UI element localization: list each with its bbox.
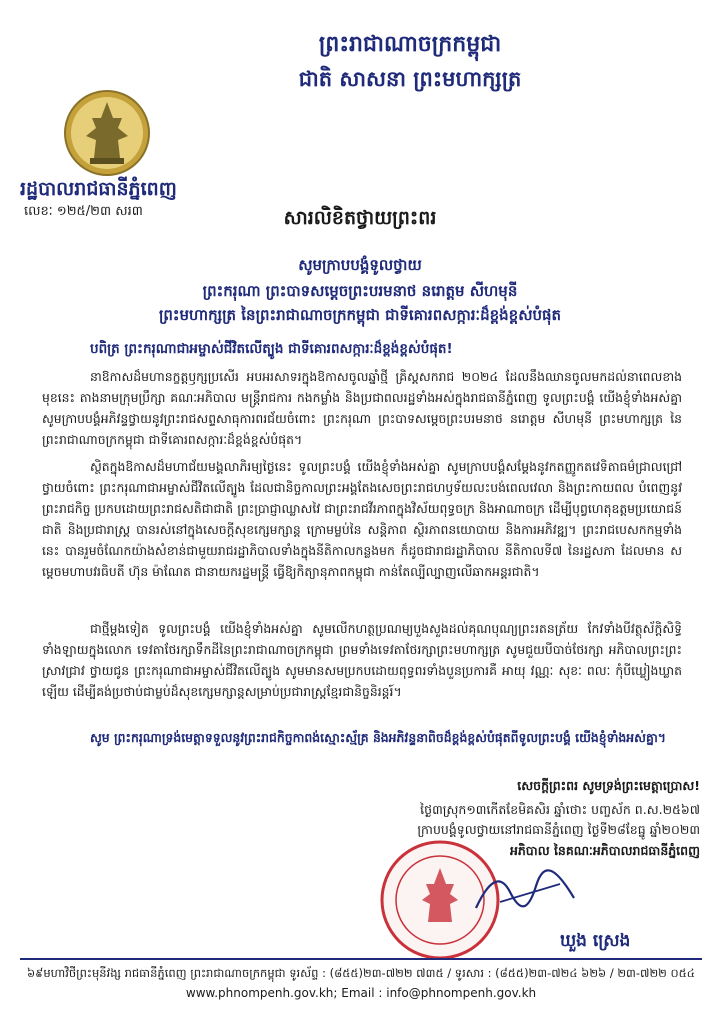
footer-divider: [20, 958, 702, 960]
letter-type-title: សារលិខិតថ្វាយព្រះពរ: [283, 207, 437, 229]
recipient-intro: សូមក្រាបបង្គំទូលថ្វាយ: [298, 256, 422, 274]
closing-line: សេចក្តីព្រះពរ សូមទ្រង់ព្រះមេត្តាប្រោស!: [517, 778, 700, 793]
body-paragraph-3: ជាថ្មីម្តងទៀត ទូលព្រះបង្គំ យើងខ្ញុំទាំងអស់គ្នា សូមលើកហត្ថប្រណម្យបួងសួងដល់គុណបុណ្យព្រះរតនត្រ័យ កែវទាំងបីវត្ថុស័ក្តិសិទ្ធិទាំងឡាយក្នុងលោក ទេវតាថែរក្សាទឹកដីនៃព្រះរាជាណាចក្រកម្ពុជា ព្រមទាំងទេវតាថែរក្សាព្រះមហាក្សត្រ សូមជួយបីបាច់ថែរក្សា អភិបាលព្រះព្រះស្រាវជ្រាវ ថ្វាយជូន ព្រះករុណាជាអម្ចាស់ជីវិតលើត្បូង សូមមានសមប្រកបដោយពុទ្ធពរទាំងបួនប្រការគឺ អាយុ វណ្ណៈ សុខៈ ពលៈ កុំបីឃ្លៀងឃ្លាតឡើយ ដើម្បីគង់ប្រថាប់ជាម្លប់ដ៏សុខក្សេមក្សាន្តសម្រាប់ប្រជារាស្ត្រខ្មែរជានិច្ចនិរន្តរ៍។: [42, 621, 682, 699]
issuing-authority: រដ្ឋបាលរាជធានីភ្នំពេញ: [20, 178, 177, 200]
reference-number: លេខៈ ១២៥/២៣ សរ៣: [24, 204, 143, 219]
royal-emblem-icon: [62, 88, 152, 178]
footer-contact-link[interactable]: www.phnompenh.gov.kh; Email : info@phnompenh.gov.kh: [185, 986, 537, 1000]
recipient-title: ព្រះមហាក្សត្រ នៃព្រះរាជាណាចក្រកម្ពុជា ជាទីគោរពសក្ការៈដ៏ខ្ពង់ខ្ពស់បំផុត: [158, 306, 562, 324]
recipient-name: ព្រះករុណា ព្រះបាទសម្តេចព្រះបរមនាថ នរោត្តម សីហមុនី: [202, 282, 518, 300]
body-paragraph-4: សូម ព្រះករុណាទ្រង់មេត្តាទទួលនូវព្រះរាជកិច្ចកាពង់ស្មោះស្ម័គ្រ និងអភិវន្ទនាពិចដ៏ខ្ពង់ខ្ពស់បំផុតពីទូលព្រះបង្គំ យើងខ្ញុំទាំងអស់គ្នា។: [90, 730, 666, 745]
signer-title: អភិបាល នៃគណៈអភិបាលរាជធានីភ្នំពេញ: [509, 843, 700, 858]
body-paragraph-2: ស្ថិតក្នុងឱកាសដ៏មហាជ័យមង្គលាភិរម្យថ្ងៃនេះ ទូលព្រះបង្គំ យើងខ្ញុំទាំងអស់គ្នា សូមក្រាបបង្គំសម្តែងនូវកតញ្ញូកតវេទិតាធម៌ជ្រាលជ្រៅ ថ្វាយចំពោះ ព្រះករុណាជាអម្ចាស់ជីវិតលើត្បូង ដែលជានិច្ចកាលព្រះអង្គតែងសេចព្រះរាជហឫទ័យលះបង់ពេលវេលា និងព្រះកាយពល បំពេញនូវព្រះរាជកិច្ច ប្រកបដោយព្រះរាជសតិជាជាតិ ព្រះប្រាជ្ញាឈ្លាសវៃ ជាព្រះរាជវីរភាពក្នុងវិស័យពុទ្ធចក្រ និងអាណាចក្រ ដើម្បីបុព្វហេតុឧត្តមប្រយោជន៍ជាតិ និងប្រជារាស្ត្រ បានរស់នៅក្នុងសេចក្តីសុខក្សេមក្សាន្ត ក្រោមម្លប់នៃ សន្តិភាព ស្ថិរភាពនយោបាយ និងការអភិវឌ្ឍ។ ព្រះរាជបេសកកម្មទាំងនេះ បានរួមចំណែកយ៉ាងសំខាន់ជាមួយរាជរដ្ឋាភិបាលទាំងក្នុងនីតិកាលកន្លងមក ក៏ដូចជារាជរដ្ឋាភិបាល នីតិកាលទី៧ នៃរដ្ឋសភា ដែលមាន សម្តេចមហាបវរធិបតី ហ៊ុន ម៉ាណែត ជានាយករដ្ឋមន្ត្រី ធ្វើឱ្យកិត្យានុភាពកម្ពុជា កាន់តែល្បីល្បាញលើឆាកអន្តរជាតិ។: [42, 459, 682, 579]
national-motto: ជាតិ សាសនា ព្រះមហាក្សត្រ: [298, 67, 522, 91]
signature-icon: [470, 862, 580, 922]
kingdom-title: ព្រះរាជាណាចក្រកម្ពុជា: [318, 32, 502, 57]
lunar-date: ថ្ងៃ៣ស្រុក១៣កើតខែមិគសិរ ឆ្នាំថោះ បញ្ចស័ក ព.ស.២៥៦៧: [420, 802, 700, 817]
signer-name: ឃួង ស្រេង: [560, 931, 631, 951]
footer-address: ៦៩មហាវិថីព្រះមុនីវង្ស រាជធានីភ្នំពេញ ព្រះរាជាណាចក្រកម្ពុជា ទូរស័ព្ទ : (៨៥៥)២៣-៧២២ ៧៣៥ / ទូរសារ : (៨៥៥)២៣-៧២៤ ៦២៦ / ២៣-៧២២ ០៥៤: [27, 966, 695, 980]
solar-date: ក្រាបបង្គំទូលថ្វាយនៅរាជធានីភ្នំពេញ ថ្ងៃទី២៨ខែធ្នូ ឆ្នាំ២០២៣: [417, 822, 700, 837]
salutation: បពិត្រ ព្រះករុណាជាអម្ចាស់ជីវិតលើត្បូង ជាទីគោរពសក្ការៈដ៏ខ្ពង់ខ្ពស់បំផុត!: [90, 341, 453, 357]
body-paragraph-1: នាឱកាសដ៏មហានក្ខត្តឫក្សប្រសើរ អបអរសាទរក្នុងឱកាសចូលឆ្នាំថ្មី គ្រិស្តសករាជ ២០២៤ ដែលនឹងឈានចូលមកដល់នាពេលខាងមុខនេះ តាងនាមក្រុមប្រឹក្សា គណៈអភិបាល មន្ត្រីរាជការ កងកម្លាំង និងប្រជាពលរដ្ឋទាំងអស់ក្នុងរាជធានីភ្នំពេញ ទូលព្រះបង្គំ យើងខ្ញុំទាំងអស់គ្នា សូមក្រាបបង្គំអភិវន្ទថ្វាយនូវព្រះរាជសព្ទសាធុការពរជ័យចំពោះ ព្រះករុណា ព្រះបាទសម្តេចព្រះបរមនាថ នរោត្តម សីហមុនី ព្រះមហាក្សត្រ នៃព្រះរាជាណាចក្រកម្ពុជា ជាទីគោរពសក្ការៈដ៏ខ្ពង់ខ្ពស់បំផុត។: [42, 369, 682, 447]
